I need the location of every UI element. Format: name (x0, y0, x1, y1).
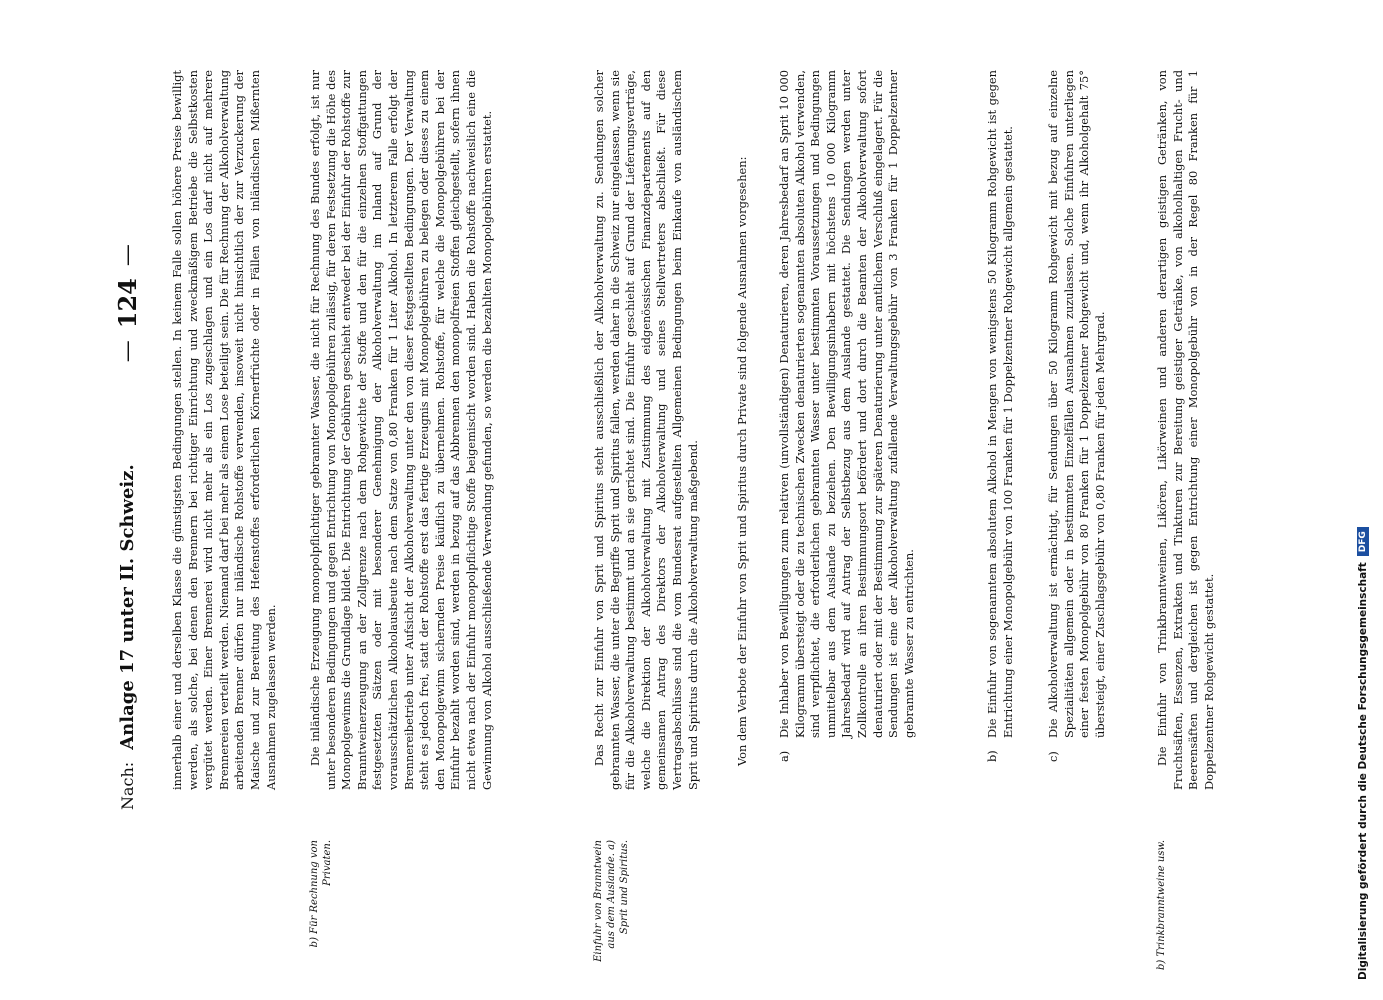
header-title: Anlage 17 unter II. Schweiz. (116, 464, 138, 750)
list-item-c (1046, 70, 1108, 790)
credit-line (1351, 20, 1375, 980)
header-prefix: Nach: (117, 761, 137, 810)
paragraph-2: Die inländische Erzeugung monopolpflichtiger gebrannter Wasser, die nicht für Rechnung des Bundes erfolgt, ist nur unter besonderen Bedingungen und gegen Entrichtung von Monopolgebühren zulässig, für deren Festsetzung die Höhe des Monopolgewinns die Grundlage bildet. Die Entrichtung der Gebühren geschieht entweder bei der Einfuhr der Rohstoffe zur Branntweinerzeugung an der Zollgrenze nach dem Rohgewichte der Stoffe und den für die einzelnen Stoffgattungen festgesetzten Sätzen oder mit besonderer Genehmigung der Alkoholverwaltung im Inland auf Grund der vorausschätzlichen Alkoholausbeute nach dem Satze von 0,80 Franken für 1 Liter Alkohol. In letzterem Falle erfolgt der Brennereibetrieb unter Aufsicht der Alkoholverwaltung unter den von dieser festgestellten Bedingungen. Der Verwaltung steht es jedoch frei, statt der Rohstoffe erst das fertige Erzeugnis mit Monopolgebühren zu belegen oder dieses zu einem den Monopolgewinn sichernden Preise käuflich zu übernehmen. Rohstoffe, für welche die Monopolgebühren bei der Einfuhr bezahlt worden sind, werden in bezug auf das Abbrennen den monopolfreien Stoffen gleichgestellt, sofern ihnen nicht etwa nach der Einfuhr monopolpflichtige Stoffe beigemischt worden sind. Haben die Rohstoffe nachweislich eine die Gewinnung von Alkohol ausschließende Verwendung gefunden, so werden die bezahlten Monopolgebühren erstattet. (308, 70, 494, 790)
list-text: Die Einfuhr von sogenanntem absolutem Alkohol in Mengen von wenigstens 50 Kilogramm Rohgewicht ist gegen Entrichtung einer Monopolgebühr von 100 Franken für 1 Doppelzentner Rohgewicht allgemein gestattet. (985, 70, 1015, 738)
margin-note-trinkbranntweine: b) Trinkbranntweine usw. (1156, 839, 1167, 970)
paragraph-last: Die Einfuhr von Trinkbranntweinen, Likören, Likörweinen und anderen derartigen geistigen Getränken, von Fruchtsäften, Essenzen, Extrakten und Tinkturen zur Bereitung geistiger Getränke, von alkoholhaltigen Frucht- und Beerensäften und dergleichen ist gegen Entrichtung einer Monopolgebühr von in der Regel 80 Franken für 1 Doppelzentner Rohgewicht gestattet. (1155, 70, 1216, 790)
header-dash-right: — (114, 244, 140, 267)
list-text: Die Alkoholverwaltung ist ermächtigt, für Sendungen über 50 Kilogramm Rohgewicht mit bezug auf einzelne Spezialitäten allgemein oder in bestimmten Einzelfällen Ausnahmen zuzulassen. Solche Einfuhren unterliegen einer festen Monopolgebühr von 80 Franken für 1 Doppelzentner Rohgewicht und, wenn ihr Alkoholgehalt 75° übersteigt, einer Zuschlagsgebühr von 0,80 Franken für jeden Mehrgrad. (1046, 70, 1107, 738)
list-item-b (985, 70, 1016, 790)
list-marker: b) (985, 750, 999, 762)
list-marker: a) (777, 750, 791, 762)
digitization-credit (1351, 20, 1375, 980)
list-marker: c) (1046, 751, 1060, 762)
header-dash-left: — (114, 340, 140, 363)
margin-note-private: b) Für Rechnung von Privaten. (309, 840, 333, 948)
page-number: 124 (112, 278, 142, 329)
paragraph-4: Von dem Verbote der Einfuhr von Sprit und Spiritus durch Private sind folgende Ausnahmen vorgesehen: (735, 156, 749, 766)
credit-text: Digitalisierung gefördert durch die Deutsche Forschungsgemeinschaft (1357, 562, 1369, 980)
paragraph-3: Das Recht zur Einfuhr von Sprit und Spiritus steht ausschließlich der Alkoholverwaltung zu. Sendungen solcher gebrannten Wasser, die unter die Begriffe Sprit und Spiritus fallen, werden daher in die Schweiz nur eingelassen, wenn sie für die Alkoholverwaltung bestimmt und an sie gerichtet sind. Die Einfuhr geschieht auf Grund der Lieferungsverträge, welche die Direktion der Alkoholverwaltung mit Zustimmung des eidgenössischen Finanzdepartements auf den gemeinsamen Antrag des Direktors der Alkoholverwaltung und seines Stellvertreters abschließt. Für diese Vertragsabschlüsse sind die vom Bundesrat aufgestellten Allgemeinen Bedingungen beim Einkaufe von ausländischem Sprit und Spiritus durch die Alkoholverwaltung maßgebend. (592, 70, 700, 790)
dfg-logo: DFG (1357, 527, 1369, 556)
list-item-a (777, 70, 917, 790)
margin-note-import-sprit: Einfuhr von Branntwein aus dem Auslande. a) Sprit und Spiritus. (593, 840, 630, 962)
paragraph-1: innerhalb einer und derselben Klasse die günstigsten Bedingungen stellen. In keinem Falle sollen höhere Preise bewilligt werden, als solche, bei denen den Brennern bei richtiger Einrichtung und zweckmäßigem Betriebe die Selbstkosten vergütet werden. Einer Brennerei wird nicht mehr als ein Los zugeschlagen und ein Los darf nicht auf mehrere Brennereien verteilt werden. Niemand darf bei mehr als einem Lose beteiligt sein. Die für Rechnung der Alkoholverwaltung arbeitenden Brenner dürfen nur inländische Rohstoffe verwenden, insoweit nicht hinsichtlich der zur Verzuckerung der Maische und zur Bereitung des Hefenstoffes erforderlichen Körnerfrüchte oder in Fällen von inländischen Mißernten Ausnahmen zugelassen werden. (170, 70, 278, 790)
page-header (112, 110, 142, 810)
list-text: Die Inhaber von Bewilligungen zum relativen (unvollständigen) Denaturieren, deren Jahresbedarf an Sprit 10 000 Kilogramm übersteigt oder die zu technischen Zwecken denaturierten sogenannten absoluten Alkohol verwenden, sind verpflichtet, die erforderlichen gebrannten Wasser unter bestimmten Voraussetzungen und Bedingungen unmittelbar aus dem Auslande zu beziehen. Den Bewilligungsinhabern mit höchstens 10 000 Kilogramm Jahresbedarf wird auf Antrag der Selbstbezug aus dem Auslande gestattet. Die Sendungen werden unter Zollkontrolle an ihren Bestimmungsort befördert und dort durch die Beamten der Alkoholverwaltung sofort denaturiert oder mit der Bestimmung zur späteren Denaturierung unter amtlichem Verschluß eingelagert. Für die Sendungen ist eine der Alkoholverwaltung zufallende Verwaltungsgebühr von 3 Franken für 1 Doppelzentner gebrannte Wasser zu entrichten. (777, 70, 916, 738)
